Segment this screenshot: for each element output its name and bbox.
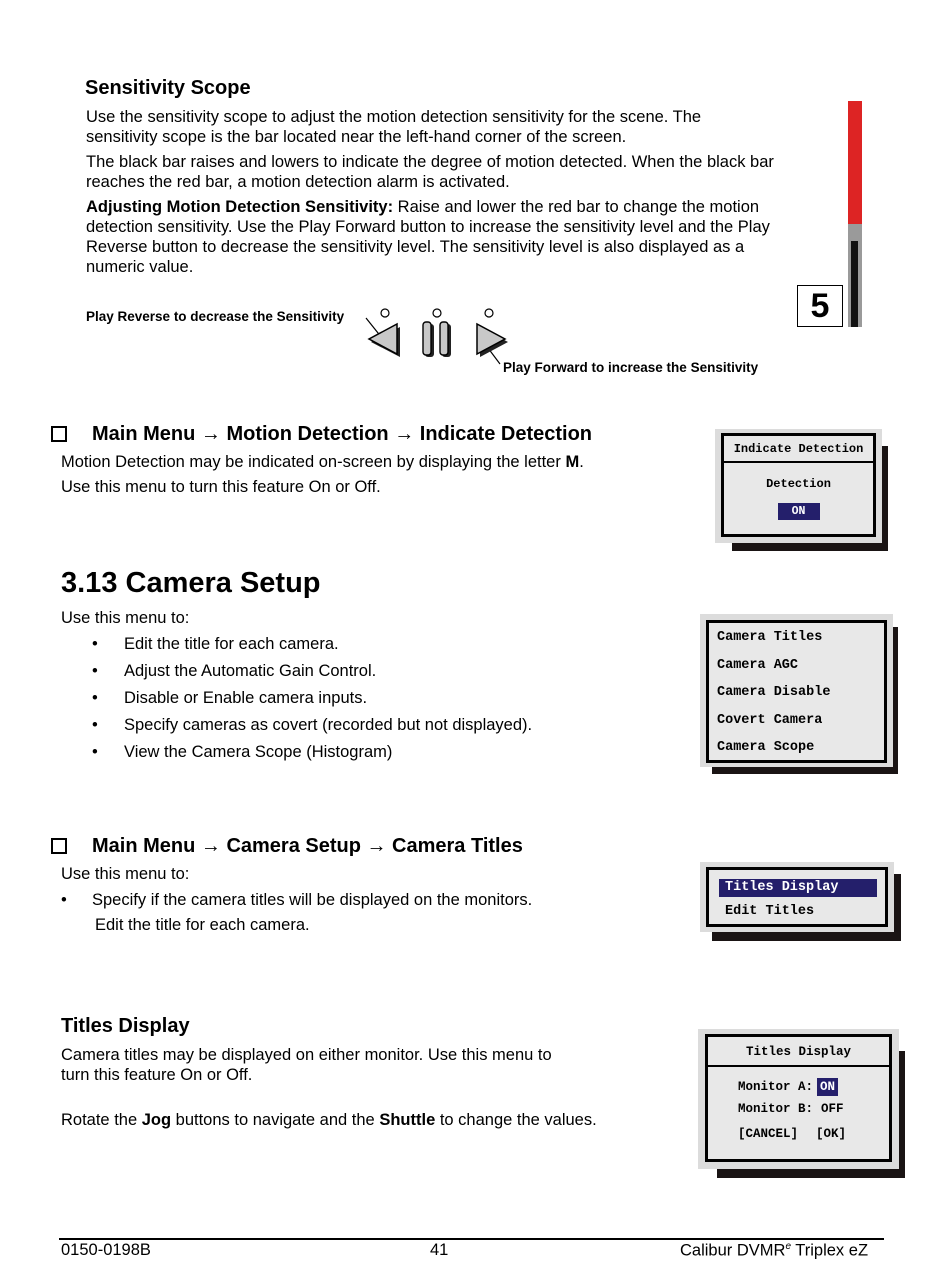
adjust-label: Adjusting Motion Detection Sensitivity:	[86, 198, 394, 216]
product-model: Triplex eZ	[791, 1241, 869, 1260]
checkbox-icon	[51, 838, 67, 854]
indicate-line-2: Use this menu to turn this feature On or Off.	[61, 478, 381, 496]
menu-item-titles-display[interactable]: Titles Display	[719, 879, 877, 897]
product-name: Calibur DVMR	[680, 1241, 786, 1260]
checkbox-icon	[51, 426, 67, 442]
list-item-text: Edit the title for each camera.	[124, 635, 339, 653]
monitor-b-value[interactable]: OFF	[821, 1102, 844, 1116]
list-item: • Specify cameras as covert (recorded but not displayed).	[92, 716, 533, 734]
camera-titles-menu	[700, 862, 894, 932]
monitor-a-row	[738, 1078, 889, 1102]
titles-display-menu-frame	[705, 1034, 892, 1162]
reverse-caption: Play Reverse to decrease the Sensitivity	[86, 309, 345, 324]
list-item: • Edit the title for each camera.	[92, 635, 339, 653]
list-item-text: Adjust the Automatic Gain Control.	[124, 662, 377, 680]
nav-text-2: buttons to navigate and the	[171, 1111, 380, 1129]
indicate-menu-title: Indicate Detection	[724, 436, 873, 463]
indicate-detection-menu-frame	[721, 433, 876, 537]
sensitivity-level-value: 5	[797, 285, 843, 327]
forward-caption: Play Forward to increase the Sensitivity	[503, 360, 759, 375]
menu-item-edit-titles[interactable]: Edit Titles	[725, 904, 815, 919]
menu-item-camera-titles[interactable]: Camera Titles	[717, 630, 823, 645]
indicate-line-1-end: .	[579, 453, 584, 471]
menu-item-camera-scope[interactable]: Camera Scope	[717, 740, 815, 755]
sensitivity-threshold-red-bar	[848, 101, 862, 224]
sensitivity-adjust-para	[86, 197, 776, 277]
menu-item-camera-agc[interactable]: Camera AGC	[717, 657, 799, 673]
footer-rule	[59, 1238, 884, 1240]
product-superscript: e	[785, 1241, 791, 1252]
adjust-text: Raise and lower the red bar to change the motion detection sensitivity. Use the Play Forward button to increase the sensitivity level and the Play Reverse button to decrease the sensitivity level. The sensitivity level is also displayed as a numeric value.	[86, 198, 770, 276]
detection-label: Detection	[766, 477, 831, 491]
nav-text-1: Rotate the	[61, 1111, 142, 1129]
footer-product-name	[680, 1241, 868, 1261]
monitor-b-label: Monitor B:	[738, 1102, 814, 1116]
footer-doc-number: 0150-0198B	[61, 1241, 151, 1259]
camera-setup-heading: 3.13 Camera Setup	[61, 567, 321, 599]
motion-level-black-bar	[851, 241, 858, 327]
list-item-text: Specify cameras as covert (recorded but not displayed).	[124, 716, 533, 734]
camera-setup-menu-frame	[706, 620, 887, 763]
cancel-button[interactable]: [CANCEL]	[738, 1127, 799, 1141]
indicate-body	[61, 452, 681, 497]
indicate-detection-menu	[715, 429, 882, 543]
play-forward-icon	[477, 309, 508, 357]
sensitivity-heading: Sensitivity Scope	[85, 77, 251, 99]
camera-titles-bullet: • Specify if the camera titles will be displayed on the monitors.	[61, 891, 533, 909]
indicate-detection-heading: Main Menu → Motion Detection → Indicate Detection	[92, 423, 593, 445]
monitor-a-label: Monitor A:	[738, 1080, 814, 1094]
menu-item-camera-disable[interactable]: Camera Disable	[717, 685, 831, 700]
list-item: • View the Camera Scope (Histogram)	[92, 743, 393, 761]
footer-page-number: 41	[430, 1241, 449, 1259]
indicate-line-1-text: Motion Detection may be indicated on-screen by displaying the letter	[61, 453, 566, 471]
detection-value-on[interactable]: ON	[778, 503, 820, 520]
ok-button[interactable]: [OK]	[816, 1127, 847, 1141]
play-buttons-diagram	[360, 302, 510, 370]
titles-display-nav-text	[61, 1110, 681, 1130]
dialog-buttons	[738, 1127, 889, 1141]
pause-icon	[423, 309, 451, 357]
camera-titles-menu-frame	[706, 867, 888, 927]
monitor-b-row	[738, 1102, 889, 1127]
indicate-line-1	[61, 452, 681, 472]
camera-titles-bullet-text: Specify if the camera titles will be displayed on the monitors.	[92, 891, 533, 909]
nav-jog: Jog	[141, 1111, 172, 1129]
monitor-a-value[interactable]: ON	[817, 1078, 838, 1096]
menu-item-covert-camera[interactable]: Covert Camera	[717, 712, 823, 728]
list-item: • Adjust the Automatic Gain Control.	[92, 662, 377, 680]
sensitivity-scope-bar	[848, 101, 862, 327]
nav-shuttle: Shuttle	[379, 1111, 436, 1129]
play-reverse-icon	[369, 309, 400, 357]
camera-titles-subline: Edit the title for each camera.	[95, 916, 310, 934]
titles-display-para: Camera titles may be displayed on either monitor. Use this menu to turn this feature On or Off.	[61, 1046, 552, 1084]
sensitivity-body	[86, 107, 776, 277]
sensitivity-para-2: The black bar raises and lowers to indicate the degree of motion detected. When the black bar reaches the red bar, a motion detection alarm is activated.	[86, 153, 774, 191]
list-item: • Disable or Enable camera inputs.	[92, 689, 368, 707]
camera-setup-menu	[700, 614, 893, 767]
titles-display-heading: Titles Display	[61, 1015, 190, 1037]
titles-display-menu-title: Titles Display	[708, 1037, 889, 1067]
camera-setup-intro: Use this menu to:	[61, 609, 190, 627]
camera-titles-intro: Use this menu to:	[61, 865, 190, 883]
sensitivity-para-1: Use the sensitivity scope to adjust the motion detection sensitivity for the scene. The sensitivity scope is the bar located near the left-hand corner of the screen.	[86, 108, 702, 146]
nav-text-3: to change the values.	[435, 1111, 597, 1129]
list-item-text: Disable or Enable camera inputs.	[124, 689, 368, 707]
indicate-letter-m: M	[565, 453, 580, 471]
camera-titles-heading: Main Menu → Camera Setup → Camera Titles	[92, 835, 523, 857]
titles-display-menu	[698, 1029, 899, 1169]
camera-setup-bullets	[92, 634, 652, 769]
list-item-text: View the Camera Scope (Histogram)	[124, 743, 393, 761]
